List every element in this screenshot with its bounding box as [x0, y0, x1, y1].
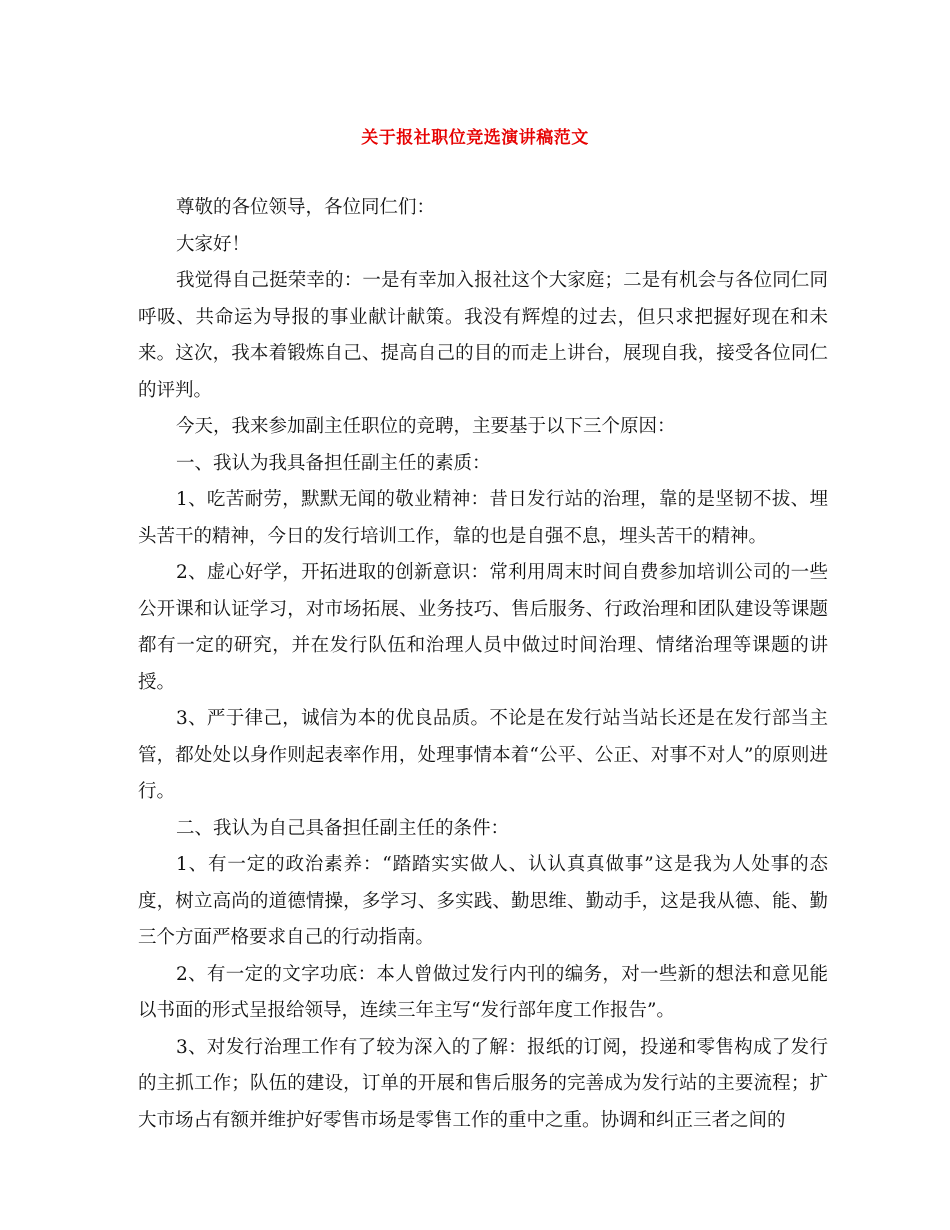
paragraph-item: 1、吃苦耐劳，默默无闻的敬业精神：昔日发行站的治理，靠的是坚韧不拔、埋头苦干的精神，今日的发行培训工作，靠的也是自强不息，埋头苦干的精神。: [138, 489, 828, 547]
paragraph-item: 3、严于律己，诚信为本的优良品质。不论是在发行站当站长还是在发行部当主管，都处处以身作则起表率作用，处理事情本着“公平、公正、对事不对人”的原则进行。: [138, 708, 828, 802]
paragraph-greeting: 大家好！: [176, 233, 251, 255]
paragraph-reasons-lead: 今天，我来参加副主任职位的竞聘，主要基于以下三个原因：: [176, 416, 676, 437]
paragraph-salutation: 尊敬的各位领导，各位同仁们：: [176, 197, 436, 218]
document-body: [138, 190, 828, 1139]
paragraph-intro: 我觉得自己挺荣幸的：一是有幸加入报社这个大家庭；二是有机会与各位同仁同呼吸、共命运为导报的事业献计献策。我没有辉煌的过去，但只求把握好现在和未来。这次，我本着锻炼自己、提高自己的目的而走上讲台，展现自我，接受各位同仁的评判。: [138, 270, 828, 401]
heading-section-one: 一、我认为我具备担任副主任的素质：: [176, 452, 491, 474]
paragraph-item: 3、对发行治理工作有了较为深入的了解：报纸的订阅，投递和零售构成了发行的主抓工作；队伍的建设，订单的开展和售后服务的完善成为发行站的主要流程；扩大市场占有额并维护好零售市场是零售工作的重中之重。协调和纠正三者之间的: [138, 1036, 828, 1131]
paragraph-item: 1、有一定的政治素养：“踏踏实实做人、认认真真做事”这是我为人处事的态度，树立高尚的道德情操，多学习、多实践、勤思维、勤动手，这是我从德、能、勤三个方面严格要求自己的行动指南。: [138, 854, 828, 948]
paragraph-item: 2、虚心好学，开拓进取的创新意识：常利用周末时间自费参加培训公司的一些公开课和认证学习，对市场拓展、业务技巧、售后服务、行政治理和团队建设等课题都有一定的研究，并在发行队伍和治理人员中做过时间治理、情绪治理等课题的讲授。: [138, 562, 828, 693]
paragraph-item: 2、有一定的文字功底：本人曾做过发行内刊的编务，对一些新的想法和意见能以书面的形式呈报给领导，连续三年主写“发行部年度工作报告”。: [138, 963, 828, 1021]
document-title: 关于报社职位竞选演讲稿范文: [361, 128, 589, 148]
heading-section-two: 二、我认为自己具备担任副主任的条件：: [176, 817, 510, 839]
